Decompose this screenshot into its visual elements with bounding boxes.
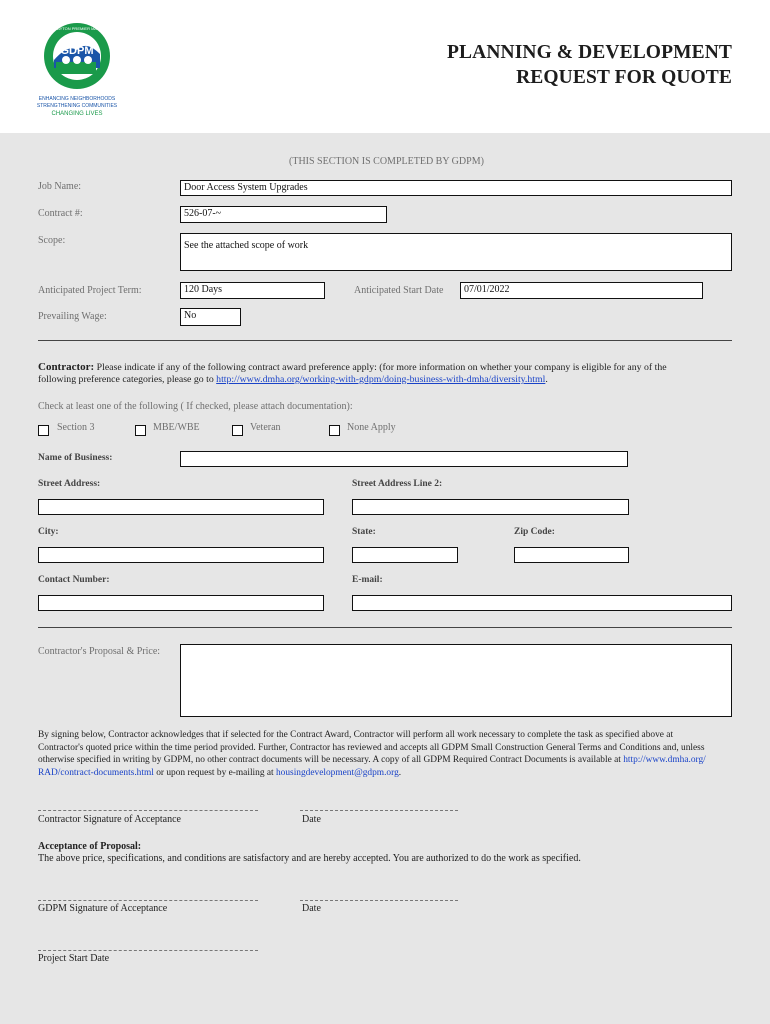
section-divider-2 <box>38 627 732 628</box>
acceptance-text: The above price, specifications, and conditions are satisfactory and are hereby accepted. You are authorized to do the work as specified. <box>38 853 581 864</box>
page-header <box>0 0 770 133</box>
housing-email-link[interactable]: housingdevelopment@gdpm.org <box>275 767 399 778</box>
logo-tagline-2: STRENGTHENING COMMUNITIES <box>36 103 118 109</box>
prevailing-wage-field[interactable]: No <box>180 308 241 326</box>
gdpm-signature-line[interactable] <box>38 900 258 901</box>
contractor-intro-text: Please indicate if any of the following contract award preference apply: (for more information on whether your company is eligible for any of the <box>94 362 667 373</box>
zip-code-label: Zip Code: <box>514 527 555 537</box>
section3-checkbox[interactable] <box>38 425 49 436</box>
logo-arc-text: GREATER DAYTON PREMIER MANAGEMENT <box>34 26 120 31</box>
city-label: City: <box>38 527 59 537</box>
contractor-heading: Contractor: <box>38 361 95 373</box>
street-address-field[interactable] <box>38 499 324 515</box>
mbe-wbe-label: MBE/WBE <box>153 422 200 433</box>
none-apply-label: None Apply <box>347 422 396 433</box>
contact-number-label: Contact Number: <box>38 575 110 585</box>
contract-docs-link-cont[interactable]: RAD/contract-documents.html <box>38 767 154 778</box>
contractor-intro-end: . <box>545 374 548 385</box>
street-address-2-label: Street Address Line 2: <box>352 479 443 489</box>
section3-label: Section 3 <box>57 422 95 433</box>
terms-line-4-text: or upon request by e-mailing at <box>153 767 276 778</box>
contractor-intro-text-2: following preference categories, please go to <box>38 374 217 385</box>
contract-number-label: Contract #: <box>38 208 83 219</box>
mbe-wbe-checkbox[interactable] <box>135 425 146 436</box>
start-date-label: Anticipated Start Date <box>354 285 444 296</box>
date-line-1[interactable] <box>300 810 458 811</box>
logo-badge-text: GDPM <box>60 45 94 57</box>
project-start-label: Project Start Date <box>38 953 110 964</box>
section-divider-1 <box>38 340 732 341</box>
street-address-label: Street Address: <box>38 479 101 489</box>
business-name-field[interactable] <box>180 451 628 467</box>
terms-line-3 <box>38 754 732 767</box>
none-apply-checkbox[interactable] <box>329 425 340 436</box>
terms-line-1: By signing below, Contractor acknowledges that if selected for the Contract Award, Contractor will perform all work necessary to complete the task as specified above at <box>38 730 674 740</box>
title-line-1: PLANNING & DEVELOPMENT <box>447 42 732 63</box>
terms-line-4 <box>38 767 732 780</box>
gdpm-signature-label: GDPM Signature of Acceptance <box>38 903 168 914</box>
scope-field[interactable]: See the attached scope of work <box>180 233 732 271</box>
project-term-label: Anticipated Project Term: <box>38 285 142 296</box>
diversity-link[interactable]: http://www.dmha.org/working-with-gdpm/doing-business-with-dmha/diversity.html <box>216 374 546 385</box>
contact-number-field[interactable] <box>38 595 324 611</box>
terms-line-3-text: otherwise specified in writing by GDPM, no other contract documents will be necessary. A copy of all GDPM Required Contract Documents is available at <box>38 755 624 765</box>
gdpm-section-note: (THIS SECTION IS COMPLETED BY GDPM) <box>289 156 484 167</box>
business-name-label: Name of Business: <box>38 453 113 463</box>
proposal-price-label: Contractor's Proposal & Price: <box>38 646 161 657</box>
city-field[interactable] <box>38 547 324 563</box>
zip-code-field[interactable] <box>514 547 629 563</box>
terms-line-2: Contractor's quoted price within the time period provided. Further, Contractor has reviewed and accepts all GDPM Small Construction General Terms and Conditions and, unless <box>38 742 705 753</box>
state-field[interactable] <box>352 547 458 563</box>
contractor-intro <box>38 361 667 373</box>
veteran-checkbox[interactable] <box>232 425 243 436</box>
job-name-label: Job Name: <box>38 181 82 192</box>
email-field[interactable] <box>352 595 732 611</box>
project-term-field[interactable]: 120 Days <box>180 282 325 299</box>
contractor-intro-line2 <box>38 374 548 385</box>
terms-line-4-end: . <box>398 767 402 778</box>
title-line-2: REQUEST FOR QUOTE <box>516 67 732 88</box>
date-label-1: Date <box>302 814 321 825</box>
contract-docs-link[interactable]: http://www.dmha.org/ <box>623 755 706 765</box>
check-instruction: Check at least one of the following ( If checked, please attach documentation): <box>38 401 353 412</box>
project-start-line[interactable] <box>38 950 258 951</box>
contractor-signature-line[interactable] <box>38 810 258 811</box>
date-label-2: Date <box>302 903 321 914</box>
job-name-field[interactable]: Door Access System Upgrades <box>180 180 732 196</box>
proposal-price-field[interactable] <box>180 644 732 717</box>
contractor-signature-label: Contractor Signature of Acceptance <box>38 814 181 825</box>
contract-number-field[interactable]: 526-07-~ <box>180 206 387 223</box>
logo-tagline-1: ENHANCING NEIGHBORHOODS <box>38 96 116 102</box>
terms-paragraph <box>38 729 732 779</box>
state-label: State: <box>352 527 376 537</box>
acceptance-heading: Acceptance of Proposal: <box>38 841 142 852</box>
date-line-2[interactable] <box>300 900 458 901</box>
street-address-2-field[interactable] <box>352 499 629 515</box>
prevailing-wage-label: Prevailing Wage: <box>38 311 107 322</box>
page-title <box>447 40 732 90</box>
scope-label: Scope: <box>38 235 66 246</box>
logo-tagline-3: CHANGING LIVES <box>51 111 103 117</box>
gdpm-logo <box>30 10 130 120</box>
start-date-field[interactable]: 07/01/2022 <box>460 282 703 299</box>
email-label: E-mail: <box>352 575 383 585</box>
veteran-label: Veteran <box>250 422 281 433</box>
